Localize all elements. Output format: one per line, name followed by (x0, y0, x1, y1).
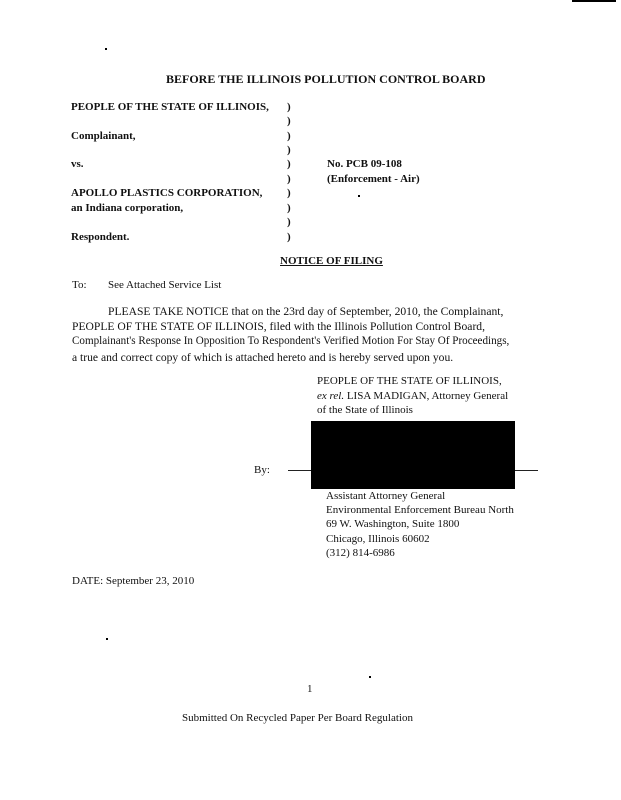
signature-party-line1: PEOPLE OF THE STATE OF ILLINOIS, (317, 375, 502, 387)
notice-body-line: PEOPLE OF THE STATE OF ILLINOIS, filed with the Illinois Pollution Control Board, (72, 320, 486, 334)
signer-address-line2: Chicago, Illinois 60602 (326, 533, 430, 545)
caption-paren: ) (287, 144, 291, 156)
redacted-signature (311, 421, 515, 489)
caption-paren: ) (287, 173, 291, 185)
defendant-role: Respondent. (71, 231, 130, 243)
caption-paren: ) (287, 101, 291, 113)
notice-body-line: PLEASE TAKE NOTICE that on the 23rd day of September, 2010, the Complainant, (108, 305, 504, 318)
defendant-description: an Indiana corporation, (71, 202, 184, 214)
caption-paren: ) (287, 202, 291, 214)
caption-paren: ) (287, 231, 291, 243)
document-heading: BEFORE THE ILLINOIS POLLUTION CONTROL BOARD (166, 72, 486, 86)
notice-title: NOTICE OF FILING (280, 255, 383, 267)
notice-body-line: Complainant's Response In Opposition To Respondent's Verified Motion For Stay Of Proceedings, (72, 335, 510, 348)
by-label: By: (254, 464, 270, 476)
caption-paren: ) (287, 187, 291, 199)
notice-body (72, 304, 546, 365)
signature-party-line2 (317, 390, 508, 402)
caption-paren: ) (287, 130, 291, 142)
versus-label: vs. (71, 158, 84, 170)
date-line: DATE: September 23, 2010 (72, 575, 195, 587)
caption-paren: ) (287, 216, 291, 228)
to-label: To: (72, 279, 87, 291)
scan-dot (105, 48, 107, 50)
scan-mark-top-right (572, 0, 616, 2)
ex-rel-italic: ex rel. (317, 390, 345, 402)
plaintiff-name: PEOPLE OF THE STATE OF ILLINOIS, (71, 101, 269, 113)
scan-dot (358, 195, 360, 197)
case-type: (Enforcement - Air) (327, 173, 420, 185)
signer-title: Assistant Attorney General (326, 490, 446, 502)
caption-paren: ) (287, 158, 291, 170)
notice-body-line: a true and correct copy of which is attached hereto and is hereby served upon you. (72, 350, 454, 364)
signer-phone: (312) 814-6986 (326, 547, 395, 559)
footer-text: Submitted On Recycled Paper Per Board Regulation (182, 712, 413, 724)
page-number: 1 (307, 683, 313, 695)
signer-address-line1: 69 W. Washington, Suite 1800 (326, 518, 460, 530)
scan-dot (106, 638, 108, 640)
case-number: No. PCB 09-108 (327, 158, 402, 170)
signature-party-line3: of the State of Illinois (317, 404, 413, 416)
attorney-general-name: LISA MADIGAN, Attorney General (346, 390, 509, 402)
defendant-name: APOLLO PLASTICS CORPORATION, (71, 187, 263, 199)
to-value: See Attached Service List (108, 279, 222, 291)
signer-bureau: Environmental Enforcement Bureau North (326, 504, 514, 516)
caption-paren: ) (287, 115, 291, 127)
plaintiff-role: Complainant, (71, 130, 136, 142)
scan-dot (369, 676, 371, 678)
